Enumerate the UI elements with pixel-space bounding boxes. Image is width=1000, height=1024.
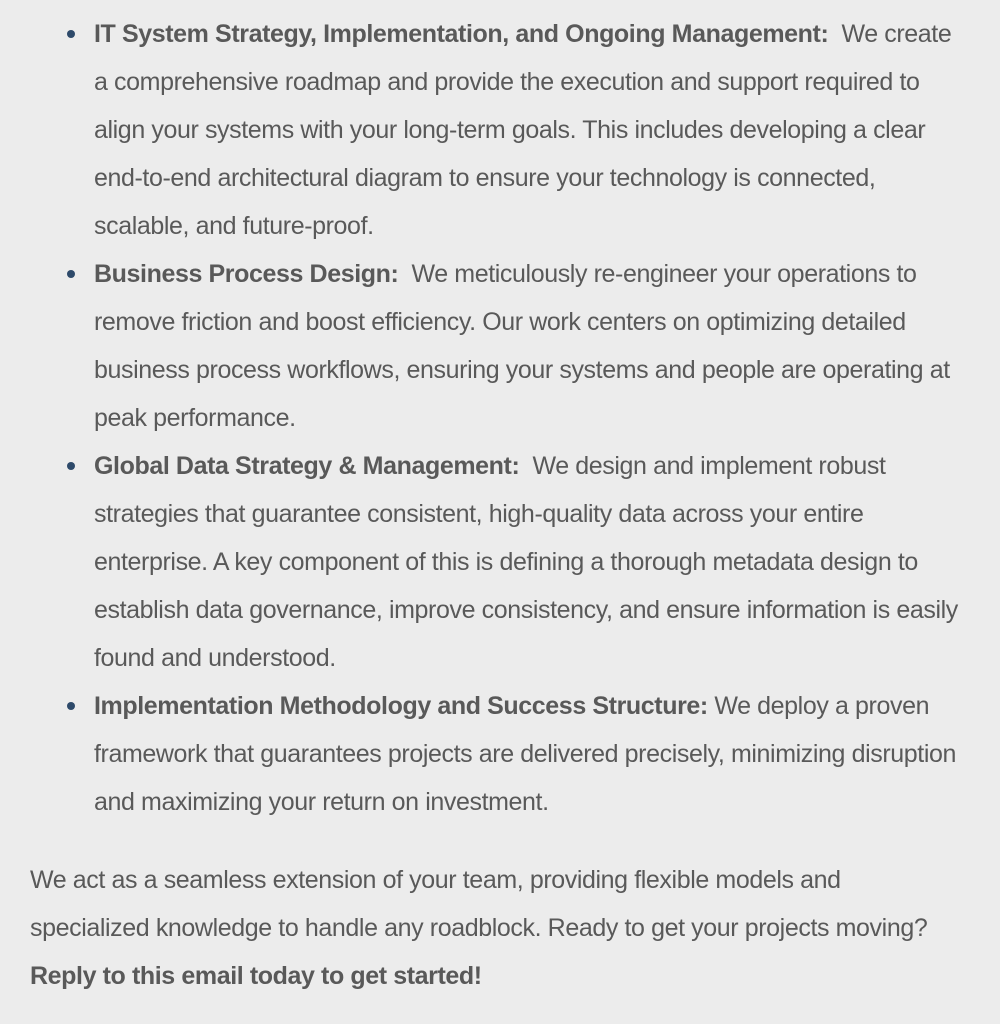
service-list	[30, 10, 970, 826]
service-lead-label: Business Process Design:	[94, 260, 399, 288]
service-list-item	[94, 442, 969, 682]
service-description: We deploy a proven framework that guarantees projects are delivered precisely, minimizing disruption and maximizing your return on investment.	[94, 692, 963, 816]
reply-cta-text: Reply to this email today to get started!	[30, 962, 482, 990]
service-list-item	[94, 250, 969, 442]
service-description: We design and implement robust strategies that guarantee consistent, high-quality data across your entire enterprise. A key component of this is defining a thorough metadata design to establish data governance, improve consistency, and ensure information is easily found and understood.	[94, 452, 965, 672]
bullet-icon	[67, 270, 75, 278]
bullet-icon	[67, 30, 75, 38]
closing-paragraph	[30, 856, 950, 1000]
service-list-item	[94, 682, 969, 826]
closing-text: We act as a seamless extension of your team, providing flexible models and specialized knowledge to handle any roadblock. Ready to get your projects moving?	[30, 866, 941, 942]
service-lead-label: Global Data Strategy & Management:	[94, 452, 520, 480]
bullet-icon	[67, 702, 75, 710]
bullet-icon	[67, 462, 75, 470]
service-description: We meticulously re-engineer your operations to remove friction and boost efficiency. Our work centers on optimizing detailed business process workflows, ensuring your systems and people are operating at peak performance.	[94, 260, 957, 432]
service-lead-label: Implementation Methodology and Success Structure:	[94, 692, 708, 720]
service-list-item	[94, 10, 969, 250]
service-lead-label: IT System Strategy, Implementation, and Ongoing Management:	[94, 20, 829, 48]
service-description: We create a comprehensive roadmap and provide the execution and support required to align your systems with your long-term goals. This includes developing a clear end-to-end architectural diagram to ensure your technology is connected, scalable, and future-proof.	[94, 20, 958, 240]
